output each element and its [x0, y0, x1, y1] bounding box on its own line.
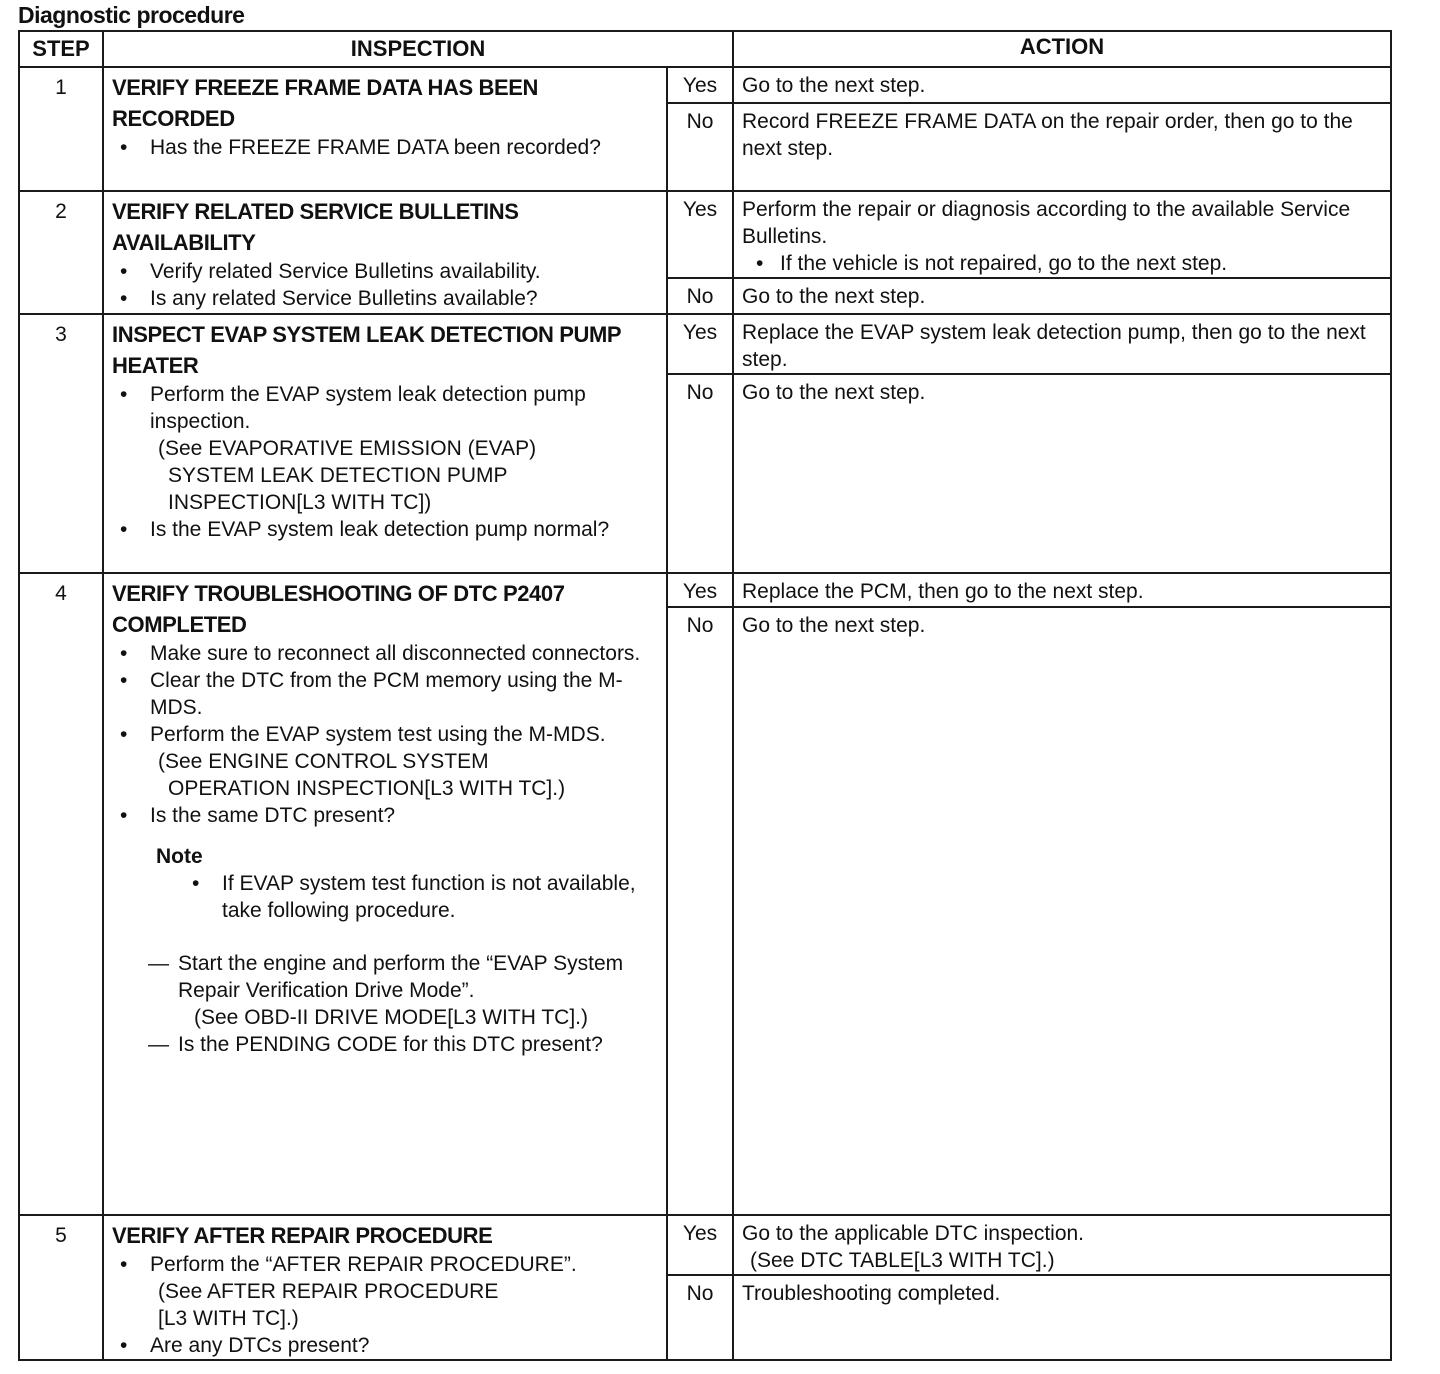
bullet-text: Perform the EVAP system leak detection pump inspection.: [150, 383, 586, 433]
step-number: 2: [19, 191, 103, 314]
reference-link[interactable]: (See EVAPORATIVE EMISSION (EVAP): [158, 437, 537, 460]
reference-link[interactable]: (See DTC TABLE[L3 WITH TC].): [750, 1249, 1055, 1272]
inspection-cell: [103, 191, 667, 314]
yes-action-cell: [733, 191, 1391, 278]
reference-link-continued[interactable]: OPERATION INSPECTION[L3 WITH TC].): [168, 777, 566, 800]
step-title: INSPECT EVAP SYSTEM LEAK DETECTION PUMP HEATER: [112, 322, 621, 378]
no-label: No: [667, 103, 733, 191]
step-title: VERIFY RELATED SERVICE BULLETINS AVAILABILITY: [112, 199, 519, 255]
yes-action: Perform the repair or diagnosis according to the available Service Bulletins.: [742, 198, 1351, 248]
yes-label: Yes: [667, 314, 733, 374]
step-number: 5: [19, 1215, 103, 1360]
reference-link[interactable]: (See AFTER REPAIR PROCEDURE: [158, 1280, 499, 1303]
inspection-bullet: • Make sure to reconnect all disconnected connectors.: [112, 640, 662, 667]
yes-label: Yes: [667, 67, 733, 103]
inspection-bullet: • Is the EVAP system leak detection pump normal?: [112, 516, 662, 543]
table-row: [19, 191, 1391, 278]
no-label: No: [667, 1275, 733, 1360]
yes-action: Go to the next step.: [733, 67, 1391, 103]
step-number: 4: [19, 573, 103, 1215]
dash-text: Start the engine and perform the “EVAP System Repair Verification Drive Mode”.: [178, 952, 624, 1002]
inspection-column-header: INSPECTION: [103, 31, 733, 67]
note-heading: Note: [156, 845, 203, 868]
action-column-header: ACTION: [733, 31, 1391, 67]
inspection-bullet: • Is any related Service Bulletins available?: [112, 285, 662, 312]
inspection-cell: [103, 1215, 667, 1360]
table-row: [19, 573, 1391, 607]
table-header-row: [19, 31, 1391, 67]
table-row: [19, 1215, 1391, 1275]
no-action: Record FREEZE FRAME DATA on the repair order, then go to the next step.: [733, 103, 1391, 191]
step-number: 3: [19, 314, 103, 573]
yes-action-cell: [733, 1215, 1391, 1275]
no-action: Go to the next step.: [733, 607, 1391, 1215]
step-title: VERIFY FREEZE FRAME DATA HAS BEEN RECORDED: [112, 75, 539, 131]
yes-action-subbullet: • If the vehicle is not repaired, go to the next step.: [742, 250, 1386, 277]
step-title: VERIFY AFTER REPAIR PROCEDURE: [112, 1223, 493, 1248]
no-action: Go to the next step.: [733, 374, 1391, 573]
inspection-bullet: • Has the FREEZE FRAME DATA been recorded?: [112, 134, 662, 161]
inspection-cell: [103, 314, 667, 573]
inspection-cell: [103, 67, 667, 191]
step-column-header: STEP: [19, 31, 103, 67]
inspection-cell: [103, 573, 667, 1215]
inspection-bullet: • Are any DTCs present?: [112, 1332, 662, 1359]
procedure-dash-item: — Is the PENDING CODE for this DTC present?: [112, 1031, 662, 1058]
procedure-dash-item: [112, 950, 662, 1031]
yes-label: Yes: [667, 573, 733, 607]
inspection-bullet: • Verify related Service Bulletins availability.: [112, 258, 662, 285]
yes-action: Replace the PCM, then go to the next step.: [733, 573, 1391, 607]
inspection-bullet: • Clear the DTC from the PCM memory using the M-MDS.: [112, 667, 662, 721]
diagnostic-procedure-table: [18, 30, 1392, 1361]
yes-action: Replace the EVAP system leak detection pump, then go to the next step.: [733, 314, 1391, 374]
reference-link-continued[interactable]: SYSTEM LEAK DETECTION PUMP INSPECTION[L3 WITH TC]): [168, 464, 508, 514]
inspection-bullet: [112, 1251, 662, 1332]
reference-link-continued[interactable]: [L3 WITH TC].): [158, 1307, 299, 1330]
yes-action: Go to the applicable DTC inspection.: [742, 1222, 1085, 1245]
inspection-bullet: [112, 721, 662, 802]
reference-link[interactable]: (See OBD-II DRIVE MODE[L3 WITH TC].): [194, 1006, 588, 1029]
no-action: Go to the next step.: [733, 278, 1391, 314]
no-label: No: [667, 278, 733, 314]
no-action: Troubleshooting completed.: [733, 1275, 1391, 1360]
inspection-bullet: • Is the same DTC present?: [112, 802, 662, 829]
step-number: 1: [19, 67, 103, 191]
page-title: Diagnostic procedure: [18, 2, 245, 28]
bullet-text: Perform the EVAP system test using the M-MDS.: [150, 723, 606, 746]
table-row: [19, 314, 1391, 374]
no-label: No: [667, 607, 733, 1215]
yes-label: Yes: [667, 191, 733, 278]
bullet-text: Perform the “AFTER REPAIR PROCEDURE”.: [150, 1253, 577, 1276]
table-row: [19, 67, 1391, 103]
no-label: No: [667, 374, 733, 573]
yes-label: Yes: [667, 1215, 733, 1275]
step-title: VERIFY TROUBLESHOOTING OF DTC P2407 COMPLETED: [112, 581, 565, 637]
reference-link[interactable]: (See ENGINE CONTROL SYSTEM: [158, 750, 489, 773]
note-bullet: • If EVAP system test function is not available, take following procedure.: [188, 870, 662, 924]
inspection-bullet: [112, 381, 662, 516]
